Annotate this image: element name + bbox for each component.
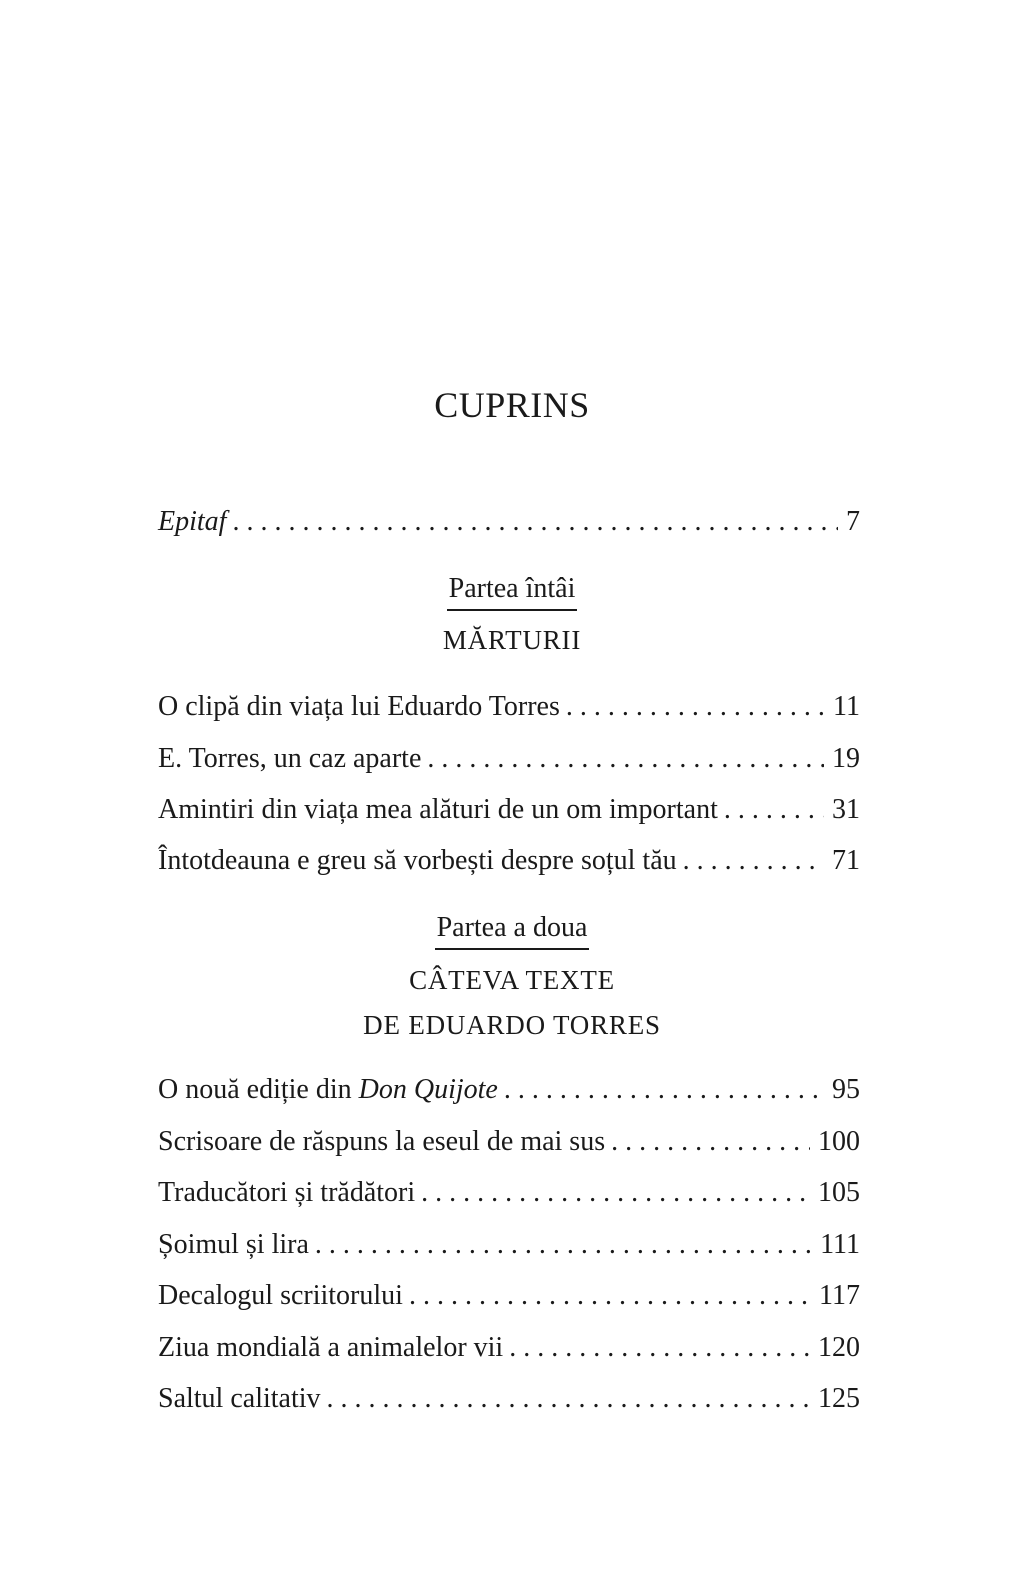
leader-dots [611, 1124, 810, 1160]
entry-title: Amintiri din viața mea alături de un om important [158, 794, 718, 825]
entry-title: Scrisoare de răspuns la eseul de mai sus [158, 1126, 606, 1157]
entry-page: 111 [820, 1229, 860, 1260]
leader-dots [504, 1072, 824, 1108]
toc-entry[interactable] [158, 843, 860, 879]
entry-title-italic: Don Quijote [358, 1074, 498, 1105]
entry-page: 125 [818, 1383, 860, 1414]
entry-title: Întotdeauna e greu să vorbești despre soțul tău [158, 845, 677, 876]
entry-title: Decalogul scriitorului [158, 1280, 403, 1311]
part-one-label [0, 571, 1024, 611]
toc-entry[interactable] [158, 1124, 860, 1160]
entry-page: 31 [832, 794, 860, 825]
entry-title: O clipă din viața lui Eduardo Torres [158, 691, 560, 722]
leader-dots [315, 1227, 812, 1263]
entry-title: Epitaf [158, 506, 227, 537]
leader-dots [566, 689, 825, 725]
leader-dots [409, 1278, 811, 1314]
leader-dots [421, 1175, 810, 1211]
part-two-heading-line2: DE EDUARDO TORRES [363, 1010, 661, 1040]
toc-entry[interactable] [158, 1072, 860, 1108]
toc-entry[interactable] [158, 689, 860, 725]
leader-dots [327, 1381, 810, 1417]
toc-entry-epitaph[interactable] [158, 504, 860, 540]
toc-entry[interactable] [158, 1330, 860, 1366]
toc-entry[interactable] [158, 1227, 860, 1263]
entry-title [158, 1072, 498, 1108]
entry-page: 7 [846, 506, 860, 537]
entry-title: Traducători și trădători [158, 1177, 416, 1208]
entry-page: 71 [832, 845, 860, 876]
toc-entry[interactable] [158, 1175, 860, 1211]
entry-title-prefix: O nouă ediție din [158, 1074, 359, 1105]
leader-dots [724, 792, 824, 828]
entry-page: 11 [833, 691, 860, 722]
page-title: CUPRINS [434, 385, 590, 425]
entry-title: Șoimul și lira [158, 1229, 309, 1260]
toc-entry[interactable] [158, 741, 860, 777]
toc-entry[interactable] [158, 792, 860, 828]
toc-entry[interactable] [158, 1381, 860, 1417]
part-two-label-text: Partea a doua [435, 910, 590, 950]
entry-page: 120 [818, 1332, 860, 1363]
entry-page: 105 [818, 1177, 860, 1208]
entry-title: E. Torres, un caz aparte [158, 743, 422, 774]
entry-page: 95 [832, 1074, 860, 1105]
part-one-label-text: Partea întâi [447, 571, 578, 611]
entry-title: Ziua mondială a animalelor vii [158, 1332, 504, 1363]
leader-dots [683, 843, 824, 879]
entry-title: Saltul calitativ [158, 1383, 321, 1414]
part-two-heading-line1: CÂTEVA TEXTE [409, 965, 615, 995]
leader-dots [509, 1330, 810, 1366]
entry-page: 19 [832, 743, 860, 774]
part-one-heading: MĂRTURII [442, 625, 582, 655]
entry-page: 117 [819, 1280, 860, 1311]
leader-dots [427, 741, 824, 777]
leader-dots [232, 504, 838, 540]
part-two-label [0, 910, 1024, 950]
toc-entry[interactable] [158, 1278, 860, 1314]
entry-page: 100 [818, 1126, 860, 1157]
